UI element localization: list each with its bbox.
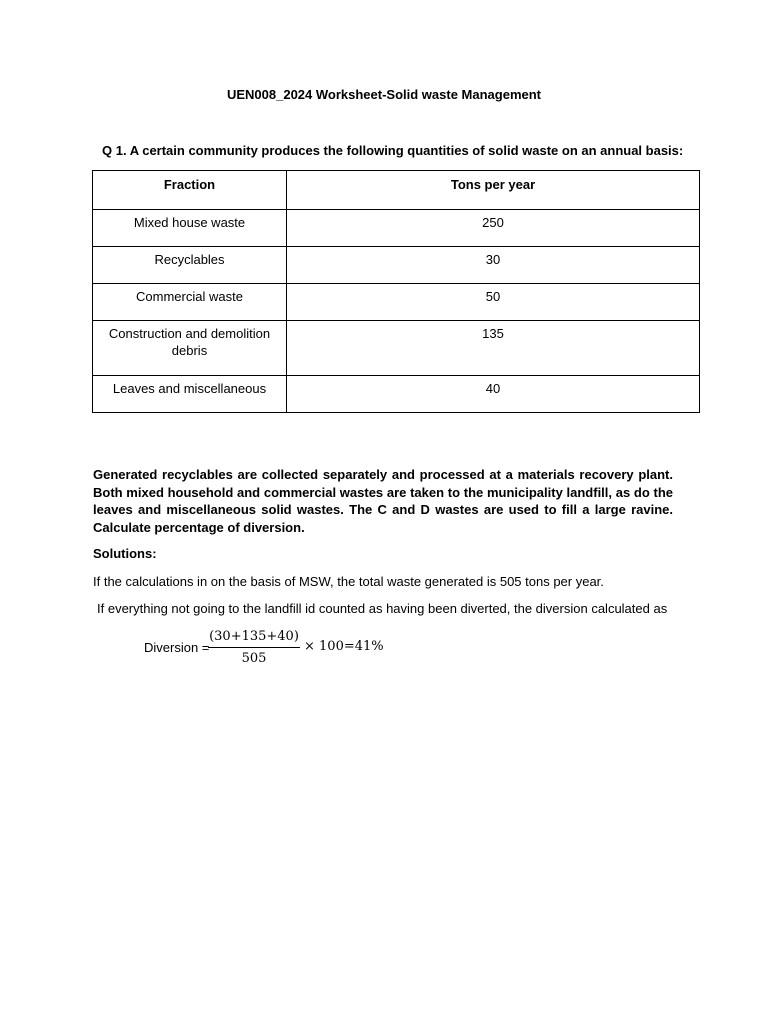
table-row <box>93 321 700 376</box>
waste-table <box>92 170 700 413</box>
table-row <box>93 210 700 247</box>
problem-paragraph: Generated recyclables are collected separately and processed at a materials recovery plant. Both mixed household and commercial wastes are taken to the municipality landfill, as do the leaves and miscellaneous solid wastes. The C and D wastes are used to fill a large ravine. Calculate percentage of diversion. <box>93 467 673 535</box>
table-row <box>93 284 700 321</box>
tons-cell: 40 <box>287 376 700 413</box>
column-header-fraction: Fraction <box>93 171 287 210</box>
column-header-tons: Tons per year <box>287 171 700 210</box>
tons-cell: 30 <box>287 247 700 284</box>
table-row <box>93 376 700 413</box>
tons-cell: 135 <box>287 321 700 376</box>
fraction-cell: Recyclables <box>93 247 287 284</box>
fraction-bar <box>208 647 300 648</box>
table-header-row <box>93 171 700 210</box>
fraction-cell: Mixed house waste <box>93 210 287 247</box>
formula-numerator: (30+135+40) <box>209 629 299 644</box>
formula-label: Diversion = <box>144 640 210 655</box>
tons-cell: 250 <box>287 210 700 247</box>
fraction-cell: Leaves and miscellaneous <box>93 376 287 413</box>
table-row <box>93 247 700 284</box>
question-text: Q 1. A certain community produces the following quantities of solid waste on an annual basis: <box>102 143 684 158</box>
solution-line-total: If the calculations in on the basis of MSW, the total waste generated is 505 tons per year. <box>93 574 604 589</box>
tons-cell: 50 <box>287 284 700 321</box>
solution-line-diversion: If everything not going to the landfill id counted as having been diverted, the diversion calculated as <box>97 601 668 616</box>
formula-fraction <box>208 628 300 667</box>
fraction-cell: Commercial waste <box>93 284 287 321</box>
fraction-cell: Construction and demolition debris <box>93 321 287 376</box>
document-title: UEN008_2024 Worksheet-Solid waste Management <box>226 87 542 102</box>
formula-result: × 100=41% <box>304 639 384 654</box>
solutions-heading: Solutions: <box>93 546 157 561</box>
formula-denominator: 505 <box>241 651 267 666</box>
